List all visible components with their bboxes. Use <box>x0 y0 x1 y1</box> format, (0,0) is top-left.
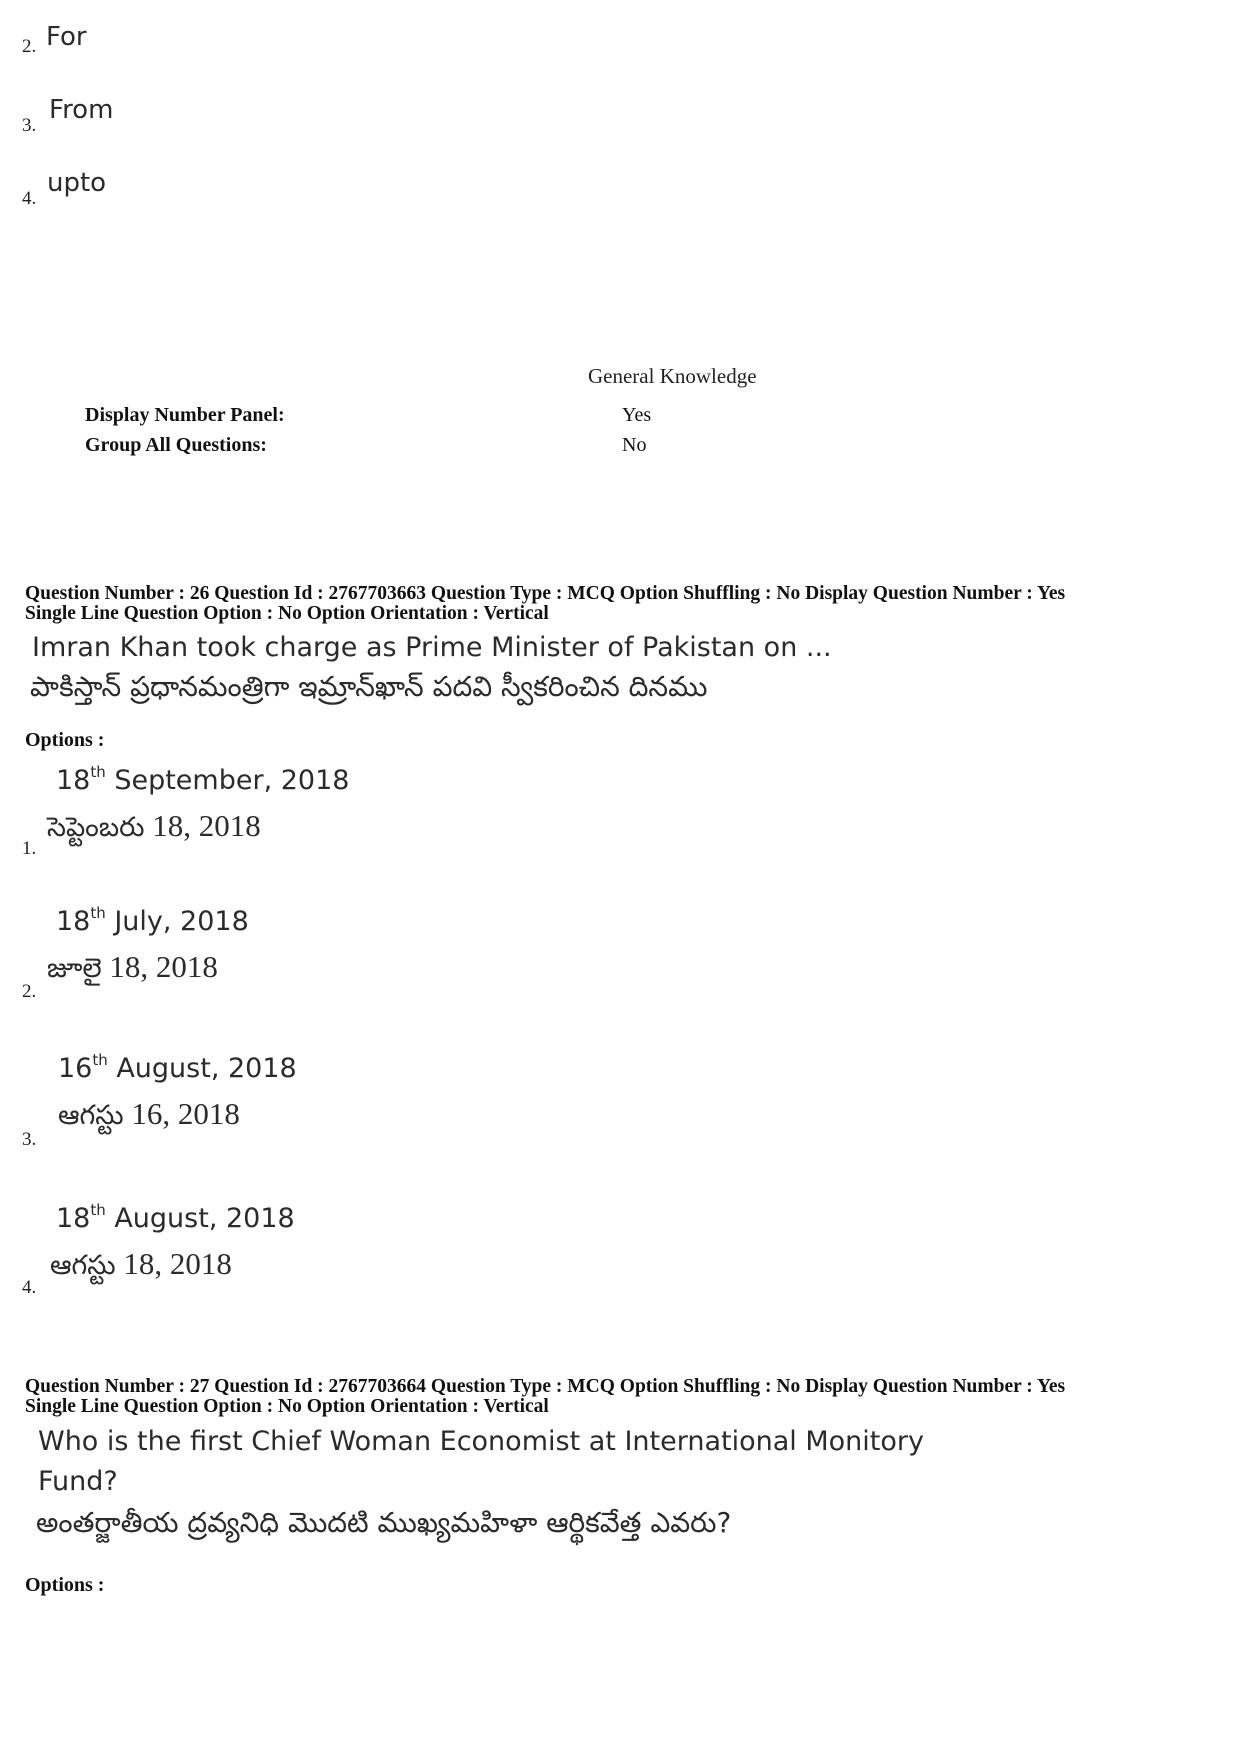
options-label: Options : <box>25 729 105 751</box>
option-number: 3. <box>22 1129 37 1150</box>
option-number: 4. <box>22 188 37 209</box>
question-meta-line1: Question Number : 27 Question Id : 2767703664 Question Type : MCQ Option Shuffling : No Display Question Number : Yes <box>25 1376 1066 1397</box>
option-number: 3. <box>22 115 37 136</box>
option-text-te: ఆగస్టు 18, 2018 <box>50 1246 232 1281</box>
option-text-en: 18th August, 2018 <box>56 1201 295 1234</box>
question-text-en-line2: Fund? <box>38 1466 118 1497</box>
option-text-te: సెప్టెంబరు 18, 2018 <box>47 808 261 843</box>
display-number-panel-value: Yes <box>622 404 652 426</box>
group-all-questions-label: Group All Questions: <box>85 434 267 456</box>
option-text: From <box>49 95 114 125</box>
option-text-en: 18th July, 2018 <box>56 904 249 937</box>
option-text: upto <box>47 168 107 198</box>
option-number: 4. <box>22 1277 37 1298</box>
option-number: 1. <box>22 838 37 859</box>
section-title: General Knowledge <box>588 364 757 388</box>
option-text-te: జూలై 18, 2018 <box>47 949 218 984</box>
question-meta-line1: Question Number : 26 Question Id : 2767703663 Question Type : MCQ Option Shuffling : No Display Question Number : Yes <box>25 583 1066 604</box>
display-number-panel-label: Display Number Panel: <box>85 404 285 426</box>
question-text-te: అంతర్జాతీయ ద్రవ్యనిధి మొదటి ముఖ్యమహిళా ఆర్థికవేత్త ఎవరు? <box>36 1506 732 1539</box>
option-text-te: ఆగస్టు 16, 2018 <box>58 1096 240 1131</box>
question-meta-line2: Single Line Question Option : No Option Orientation : Vertical <box>25 1396 549 1417</box>
question-text-en: Imran Khan took charge as Prime Minister of Pakistan on ... <box>32 632 832 663</box>
question-text-en-line1: Who is the first Chief Woman Economist at International Monitory <box>38 1426 924 1457</box>
option-text-en: 18th September, 2018 <box>56 763 350 796</box>
options-label: Options : <box>25 1574 105 1596</box>
question-meta-line2: Single Line Question Option : No Option Orientation : Vertical <box>25 603 549 624</box>
option-text: For <box>46 22 87 52</box>
option-text-en: 16th August, 2018 <box>58 1051 297 1084</box>
option-number: 2. <box>22 981 37 1002</box>
group-all-questions-value: No <box>622 434 647 456</box>
option-number: 2. <box>22 36 37 57</box>
question-text-te: పాకిస్తాన్ ప్రధానమంత్రిగా ఇమ్రాన్‌ఖాన్ పదవి స్వీకరించిన దినము <box>30 670 708 703</box>
